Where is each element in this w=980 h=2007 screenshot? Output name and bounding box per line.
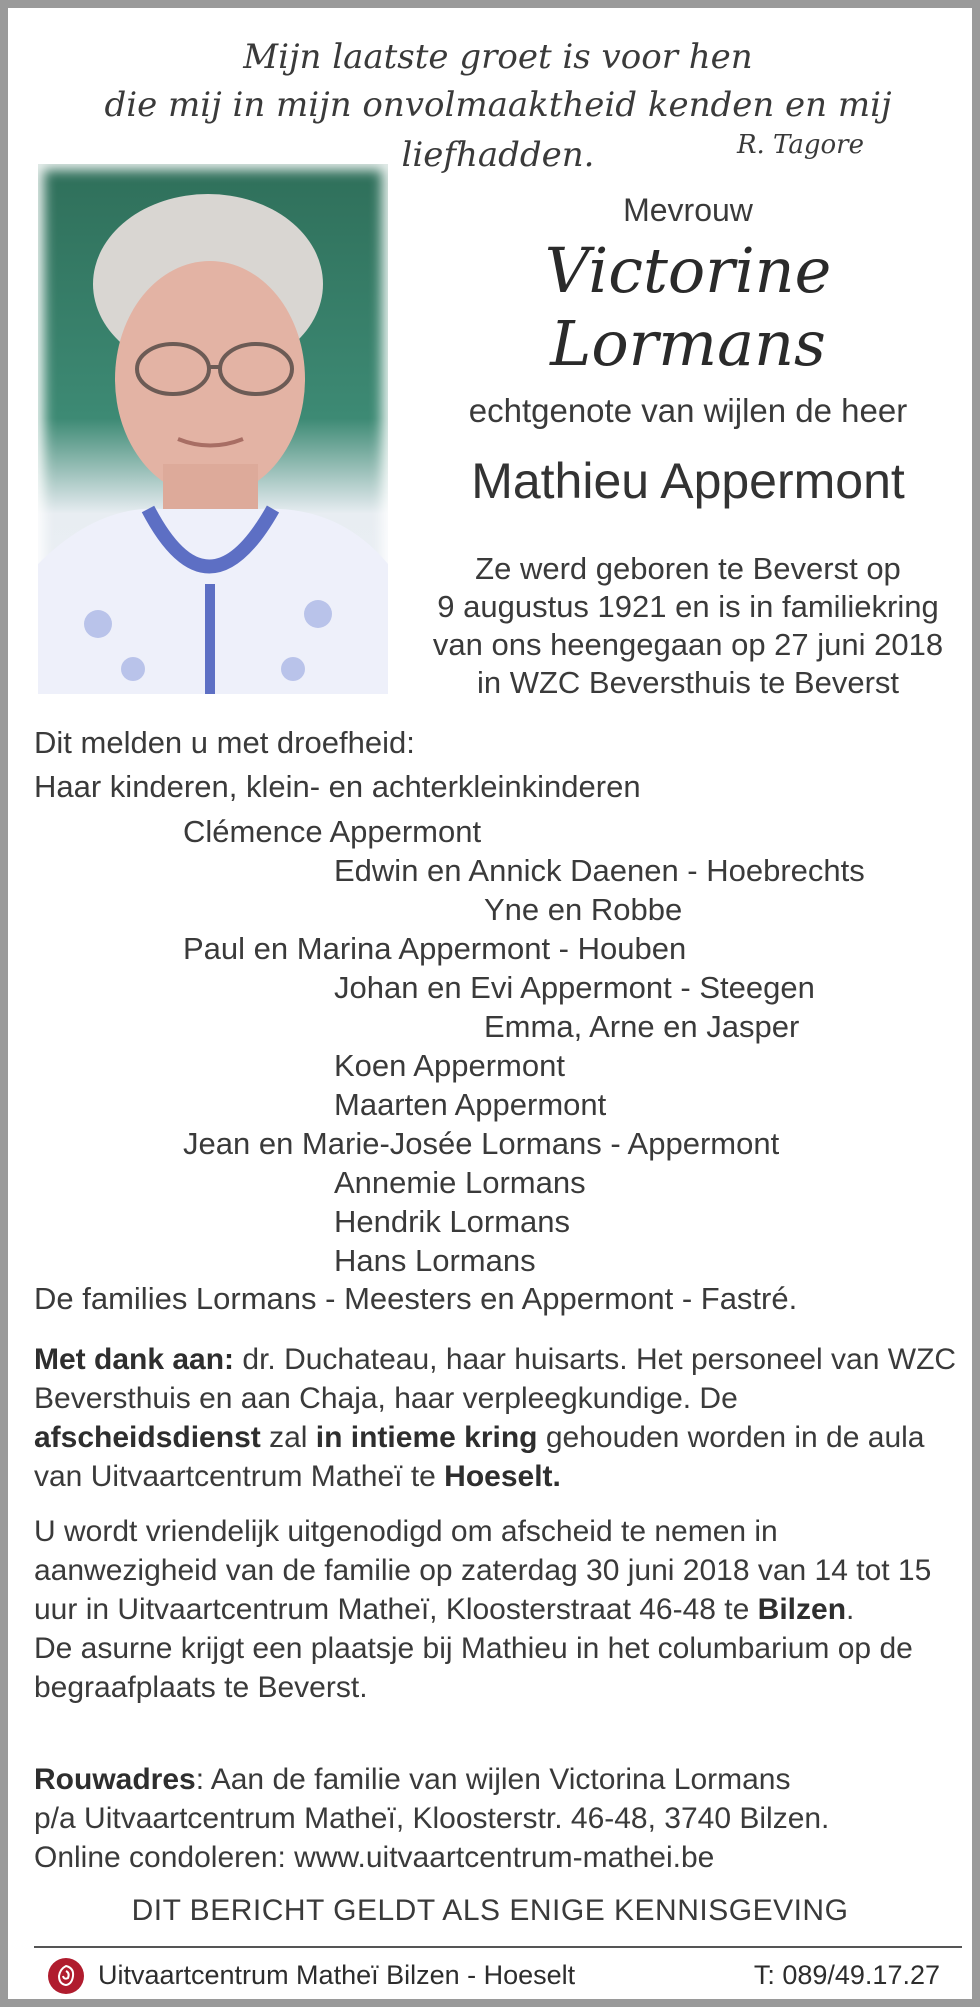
deceased-name: Victorine Lormans: [544, 234, 832, 380]
families-line: De families Lormans - Meesters en Appermont - Fastré.: [34, 1281, 798, 1316]
portrait-illustration: [38, 164, 388, 694]
rose-icon: [48, 1958, 84, 1994]
invite-text: .: [846, 1593, 855, 1626]
quote-author: R. Tagore: [736, 130, 864, 160]
family-member: Jean en Marie-Josée Lormans - Appermont: [183, 1126, 780, 1161]
bio-line: in WZC Beversthuis te Beverst: [476, 665, 900, 700]
location-bilzen: Bilzen: [757, 1593, 847, 1626]
address-block: [34, 1760, 968, 1877]
company-name: Uitvaartcentrum Matheï Bilzen - Hoeselt: [98, 1960, 576, 1990]
phone-number[interactable]: T: 089/49.17.27: [753, 1960, 940, 1990]
family-member: Clémence Appermont: [183, 814, 482, 849]
family-member: Hendrik Lormans: [334, 1204, 571, 1239]
online-condolence[interactable]: Online condoleren: www.uitvaartcentrum-mathei.be: [34, 1841, 715, 1874]
family-member: Emma, Arne en Jasper: [484, 1009, 800, 1044]
address-line-2: p/a Uitvaartcentrum Matheï, Kloosterstr. 46-48, 3740 Bilzen.: [34, 1802, 830, 1835]
thanks-text: dr. Duchateau, haar huisarts. Het personeel van WZC Beversthuis en aan Chaja, haar verpleegkundige. De: [34, 1343, 957, 1415]
spouse-name: Mathieu Appermont: [471, 453, 905, 509]
thanks-label: Met dank aan:: [34, 1343, 235, 1376]
bio-block: [398, 550, 978, 702]
service-label: afscheidsdienst: [34, 1421, 261, 1454]
family-member: Edwin en Annick Daenen - Hoebrechts: [334, 853, 865, 888]
family-member: Koen Appermont: [334, 1048, 565, 1083]
bio-line: van ons heengegaan op 27 juni 2018: [432, 627, 944, 662]
portrait-photo: [38, 164, 388, 694]
thanks-paragraph: [34, 1340, 968, 1496]
bio-line: Ze werd geboren te Beverst op: [475, 551, 901, 586]
family-member: Yne en Robbe: [484, 892, 683, 927]
invite-text: U wordt vriendelijk uitgenodigd om afscheid te nemen in aanwezigheid van de familie op zaterdag 30 juni 2018 van 14 tot 15 uur in Uitvaartcentrum Matheï, Kloosterstraat 46-48 te: [34, 1515, 932, 1626]
family-member: Maarten Appermont: [334, 1087, 607, 1122]
family-member: Johan en Evi Appermont - Steegen: [334, 970, 815, 1005]
announce-intro: Dit melden u met droefheid:: [34, 725, 415, 760]
family-member: Annemie Lormans: [334, 1165, 586, 1200]
location-hoeselt: Hoeselt.: [444, 1460, 561, 1493]
family-member: Paul en Marina Appermont - Houben: [183, 931, 687, 966]
invite-paragraph: [34, 1512, 968, 1707]
footer-divider: [34, 1946, 962, 1948]
address-text: : Aan de familie van wijlen Victorina Lormans: [195, 1763, 791, 1796]
intimate-circle-label: in intieme kring: [315, 1421, 538, 1454]
relation-text: echtgenote van wijlen de heer: [468, 392, 908, 429]
thanks-text: gehouden worden in de aula van Uitvaartcentrum Matheï te: [34, 1421, 925, 1493]
notice-text: DIT BERICHT GELDT ALS ENIGE KENNISGEVING: [131, 1894, 849, 1927]
thanks-text: zal: [260, 1421, 316, 1454]
honorific: Mevrouw: [623, 192, 753, 228]
urn-text: De asurne krijgt een plaatsje bij Mathieu in het columbarium op de begraafplaats te Beverst.: [34, 1632, 913, 1704]
bio-line: 9 augustus 1921 en is in familiekring: [437, 589, 939, 624]
family-member: Hans Lormans: [334, 1243, 536, 1278]
address-label: Rouwadres: [34, 1763, 196, 1796]
announce-lead: Haar kinderen, klein- en achterkleinkinderen: [34, 769, 641, 804]
quote-line-1: Mijn laatste groet is voor hen: [243, 37, 753, 77]
quote-line-2: die mij in mijn onvolmaaktheid kenden en mij liefhadden.: [104, 85, 892, 175]
